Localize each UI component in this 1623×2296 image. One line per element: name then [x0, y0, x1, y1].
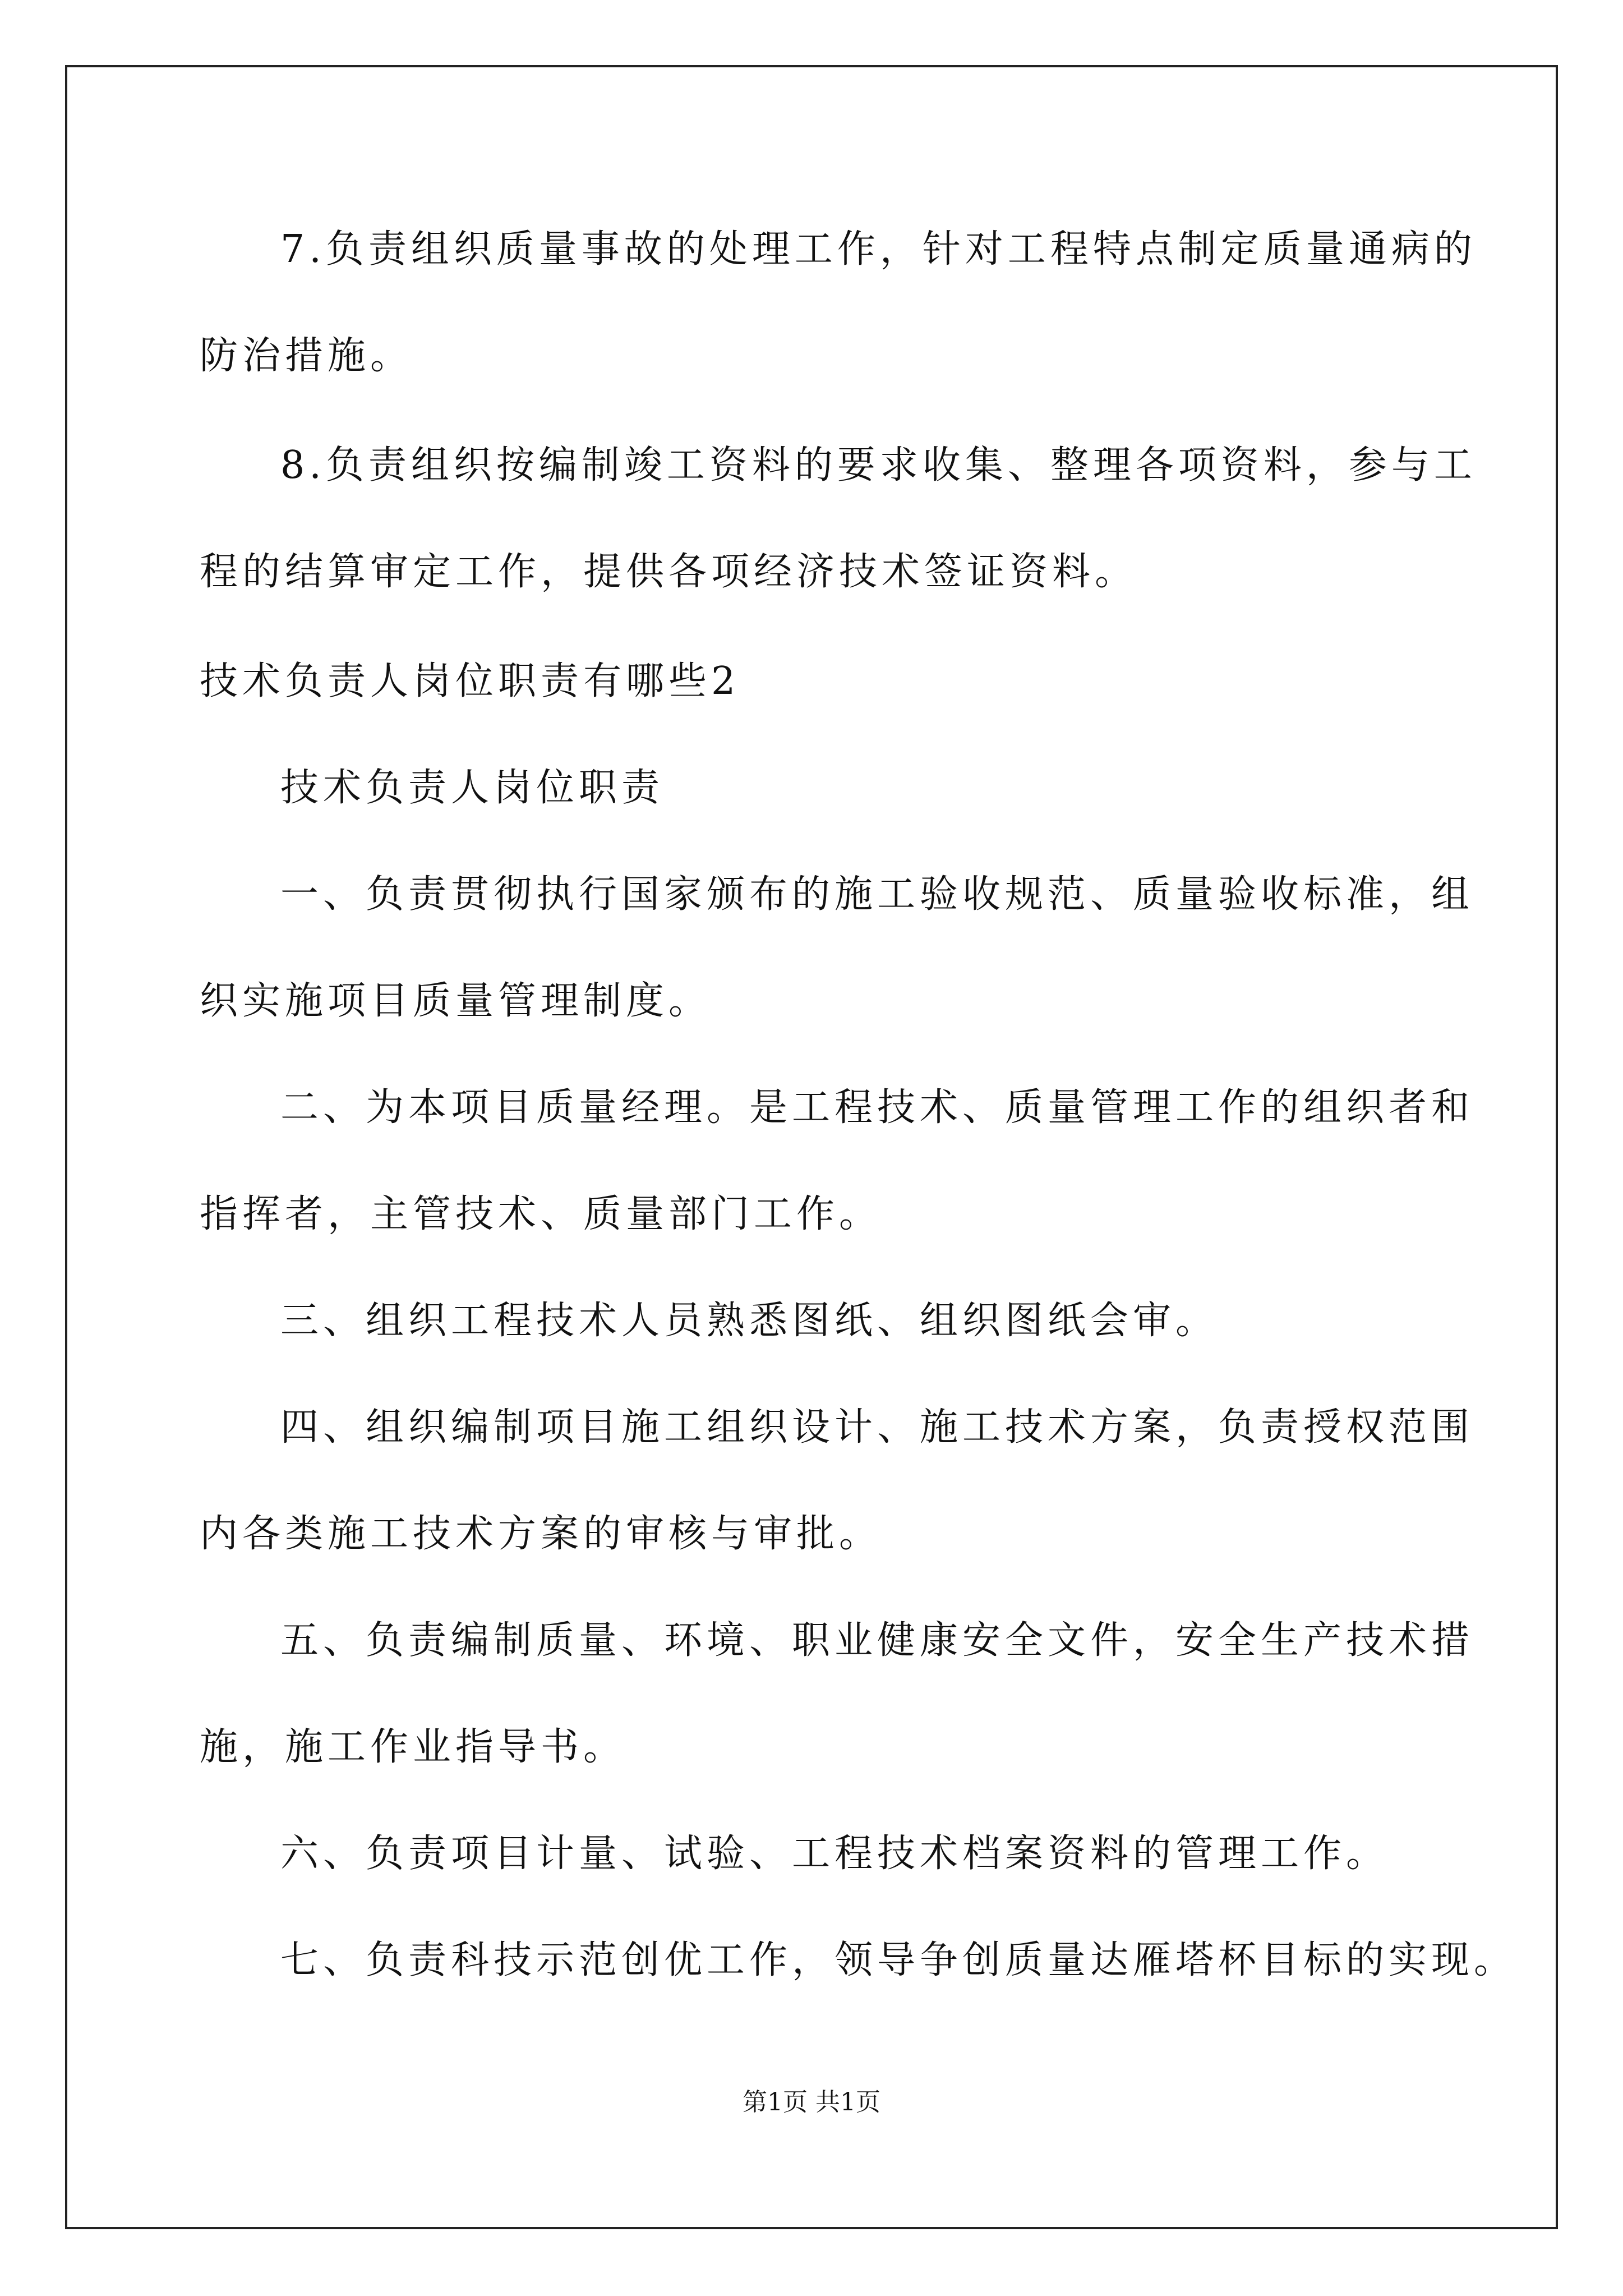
item-2-line-2: 指挥者，主管技术、质量部门工作。 — [200, 1192, 882, 1236]
item-1-line-2: 织实施项目质量管理制度。 — [200, 979, 712, 1023]
item-1-line-1: 一、负责贯彻执行国家颁布的施工验收规范、质量验收标准，组 — [280, 872, 1474, 917]
item-7-line-1: 七、负责科技示范创优工作，领导争创质量达雁塔杯目标的实现。 — [280, 1938, 1517, 1982]
paragraph-8-line-2: 程的结算审定工作，提供各项经济技术签证资料。 — [200, 550, 1138, 594]
section-heading: 技术负责人岗位职责有哪些2 — [200, 659, 740, 703]
item-6-line-1: 六、负责项目计量、试验、工程技术档案资料的管理工作。 — [280, 1832, 1389, 1876]
paragraph-8-line-1: 8.负责组织按编制竣工资料的要求收集、整理各项资料，参与工 — [280, 443, 1477, 487]
paragraph-7-line-2: 防治措施。 — [200, 334, 413, 378]
page-border — [65, 65, 1558, 2229]
paragraph-7-line-1: 7.负责组织质量事故的处理工作，针对工程特点制定质量通病的 — [280, 227, 1477, 272]
subsection-title: 技术负责人岗位职责 — [280, 766, 665, 810]
item-2-line-1: 二、为本项目质量经理。是工程技术、质量管理工作的组织者和 — [280, 1085, 1474, 1130]
item-4-line-2: 内各类施工技术方案的审核与审批。 — [200, 1512, 882, 1556]
item-5-line-2: 施，施工作业指导书。 — [200, 1725, 626, 1769]
page-footer: 第1页 共1页 — [743, 2088, 880, 2116]
item-5-line-1: 五、负责编制质量、环境、职业健康安全文件，安全生产技术措 — [280, 1618, 1474, 1663]
item-3-line-1: 三、组织工程技术人员熟悉图纸、组织图纸会审。 — [280, 1299, 1219, 1343]
item-4-line-1: 四、组织编制项目施工组织设计、施工技术方案，负责授权范围 — [280, 1405, 1474, 1450]
